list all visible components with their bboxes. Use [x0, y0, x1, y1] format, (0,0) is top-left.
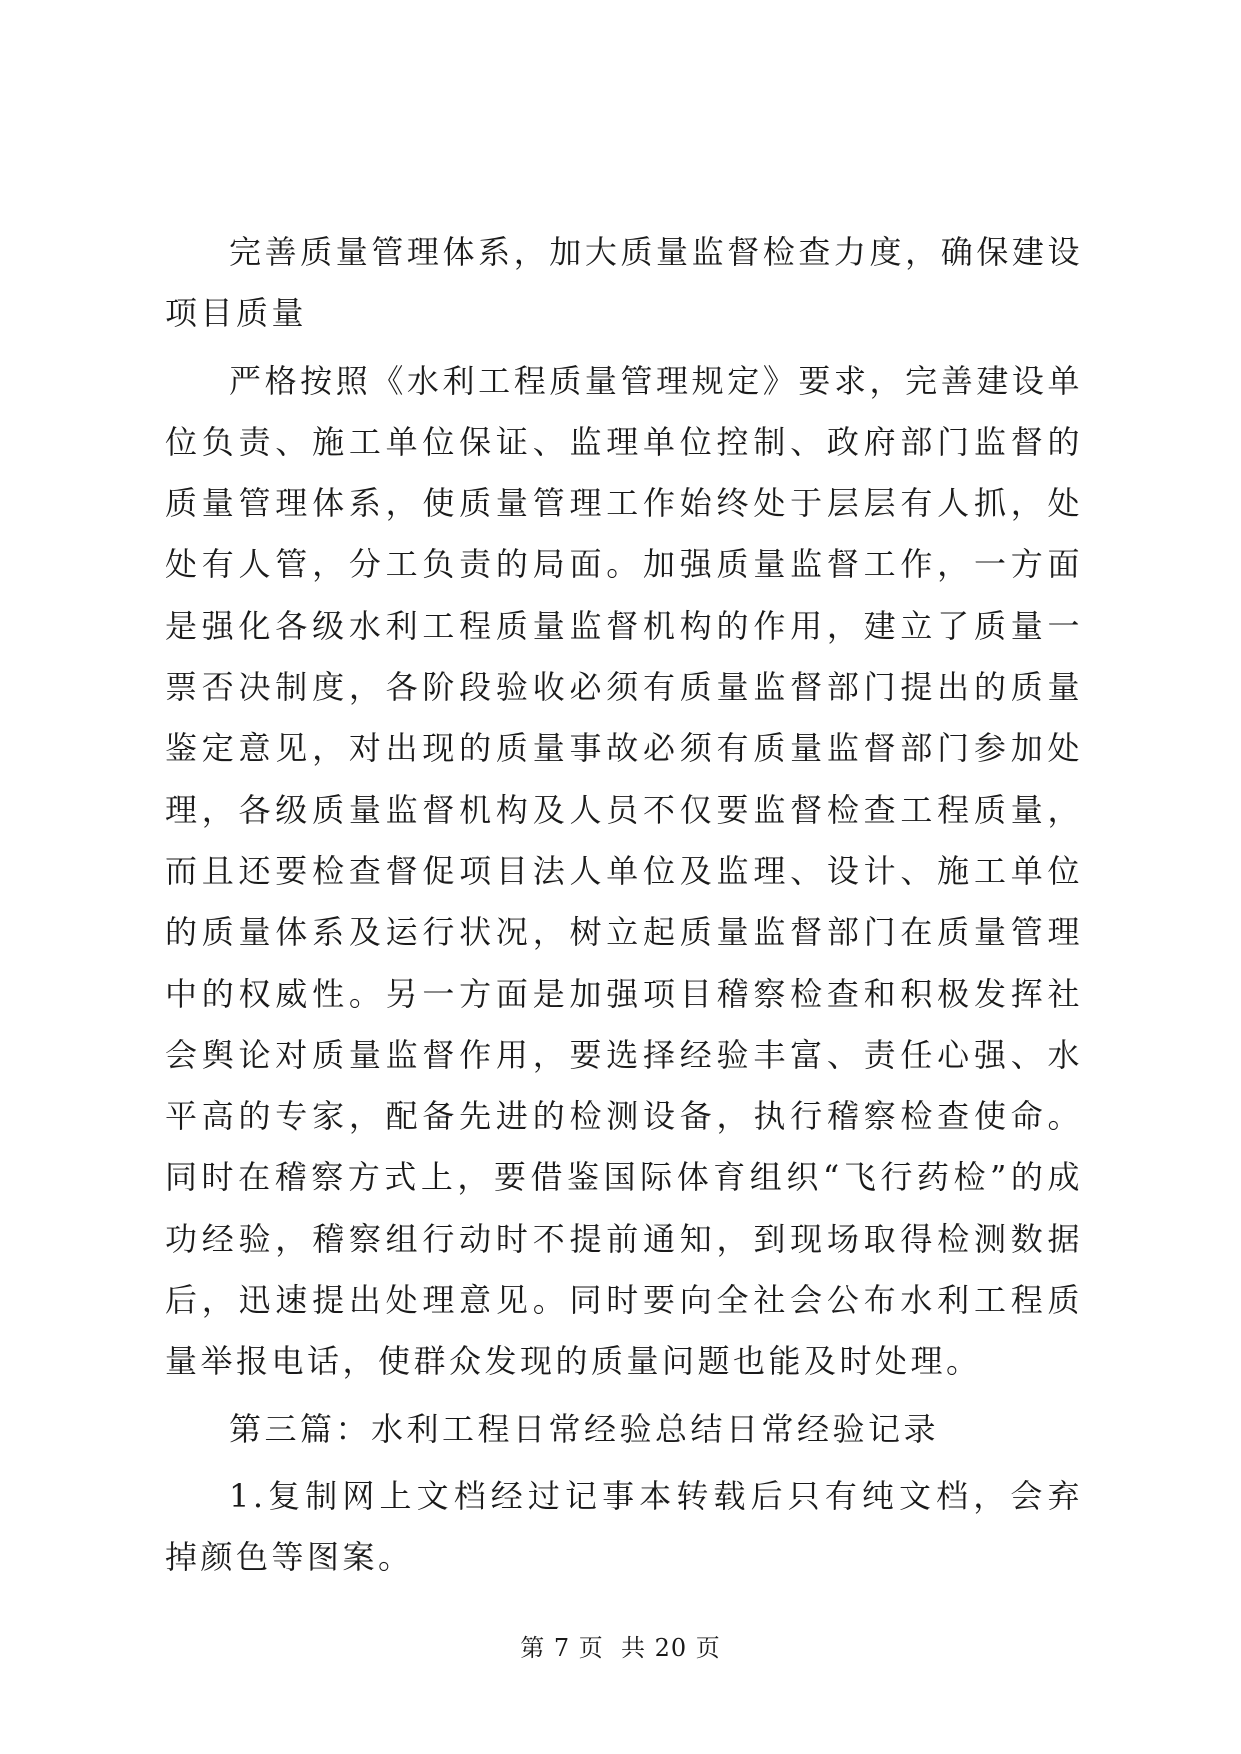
document-body	[165, 222, 1083, 1595]
section-heading: 完善质量管理体系，加大质量监督检查力度，确保建设项目质量	[165, 233, 1083, 333]
chapter-title: 第三篇：水利工程日常经验总结日常经验记录	[229, 1409, 940, 1448]
list-item: 1.复制网上文档经过记事本转载后只有纯文档，会弃掉颜色等图案。	[165, 1476, 1083, 1577]
page-footer	[0, 1628, 1241, 1663]
page-number: 第 7 页 共 20 页	[520, 1634, 721, 1662]
body-paragraph: 严格按照《水利工程质量管理规定》要求，完善建设单位负责、施工单位保证、监理单位控制、政府部门监督的质量管理体系，使质量管理工作始终处于层层有人抓，处处有人管，分工负责的局面。加强质量监督工作，一方面是强化各级水利工程质量监督机构的作用，建立了质量一票否决制度，各阶段验收必须有质量监督部门提出的质量鉴定意见，对出现的质量事故必须有质量监督部门参加处理，各级质量监督机构及人员不仅要监督检查工程质量，而且还要检查督促项目法人单位及监理、设计、施工单位的质量体系及运行状况，树立起质量监督部门在质量管理中的权威性。另一方面是加强项目稽察检查和积极发挥社会舆论对质量监督作用，要选择经验丰富、责任心强、水平高的专家，配备先进的检测设备，执行稽察检查使命。同时在稽察方式上，要借鉴国际体育组织“飞行药检”的成功经验，稽察组行动时不提前通知，到现场取得检测数据后，迅速提出处理意见。同时要向全社会公布水利工程质量举报电话，使群众发现的质量问题也能及时处理。	[165, 361, 1083, 1381]
